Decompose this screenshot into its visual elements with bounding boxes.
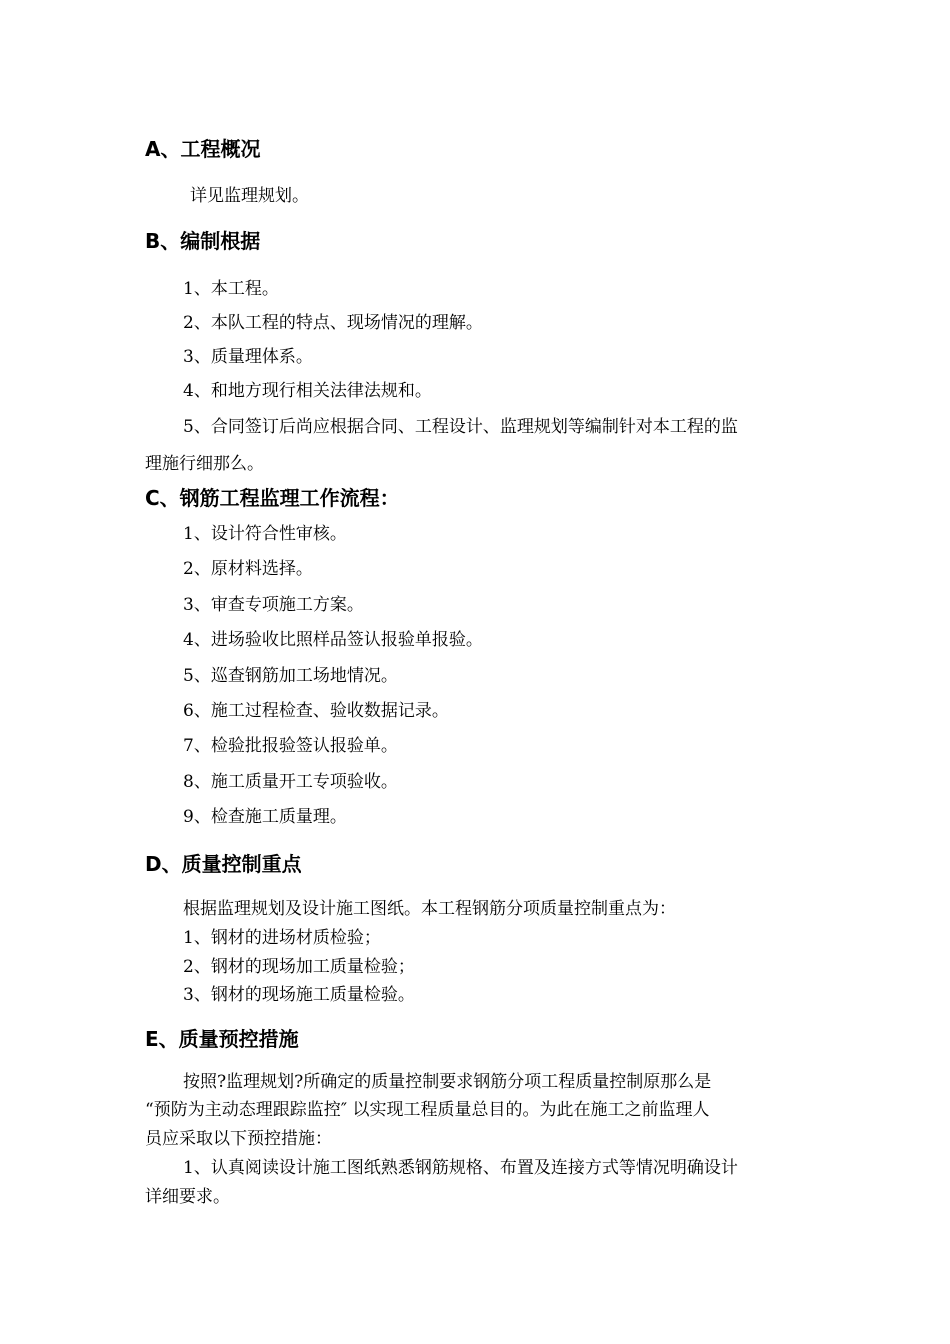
- list-item: 4、和地方现行相关法律法规和。: [183, 381, 432, 401]
- list-item: 3、质量理体系。: [183, 347, 313, 367]
- section-a-text: 详见监理规划。: [190, 186, 309, 206]
- list-item: 7、检验批报验签认报验单。: [183, 736, 398, 756]
- section-heading-a: A、工程概况: [145, 137, 261, 161]
- list-item: 4、进场验收比照样品签认报验单报验。: [183, 630, 483, 650]
- section-heading-b: B、编制根据: [145, 229, 261, 253]
- list-item: 5、巡查钢筋加工场地情况。: [183, 666, 398, 686]
- list-item: 9、检查施工质量理。: [183, 807, 347, 827]
- list-item: 2、钢材的现场加工质量检验；: [183, 957, 415, 977]
- paragraph-line: “预防为主动态理跟踪监控″ 以实现工程质量总目的。为此在施工之前监理人: [145, 1100, 710, 1120]
- section-heading-d: D、质量控制重点: [145, 852, 302, 876]
- section-heading-e: E、质量预控措施: [145, 1027, 299, 1051]
- paragraph-line: 员应采取以下预控措施：: [145, 1129, 332, 1149]
- section-heading-c: C、钢筋工程监理工作流程：: [145, 486, 400, 510]
- list-item: 3、审查专项施工方案。: [183, 595, 364, 615]
- list-item: 1、本工程。: [183, 279, 279, 299]
- paragraph-line: 按照?监理规划?所确定的质量控制要求钢筋分项工程质量控制原那么是: [183, 1072, 712, 1092]
- section-d-intro: 根据监理规划及设计施工图纸。本工程钢筋分项质量控制重点为：: [183, 899, 676, 919]
- list-item: 2、原材料选择。: [183, 559, 313, 579]
- list-item: 6、施工过程检查、验收数据记录。: [183, 701, 449, 721]
- list-item: 1、设计符合性审核。: [183, 524, 347, 544]
- list-item: 1、钢材的进场材质检验；: [183, 928, 381, 948]
- list-item: 2、本队工程的特点、现场情况的理解。: [183, 313, 483, 333]
- list-item: 3、钢材的现场施工质量检验。: [183, 985, 415, 1005]
- list-item: 5、合同签订后尚应根据合同、工程设计、监理规划等编制针对本工程的监: [183, 417, 738, 437]
- list-item: 8、施工质量开工专项验收。: [183, 772, 398, 792]
- list-item-continuation: 理施行细那么。: [145, 454, 264, 474]
- list-item: 1、认真阅读设计施工图纸熟悉钢筋规格、布置及连接方式等情况明确设计: [183, 1158, 738, 1178]
- list-item-continuation: 详细要求。: [145, 1187, 230, 1207]
